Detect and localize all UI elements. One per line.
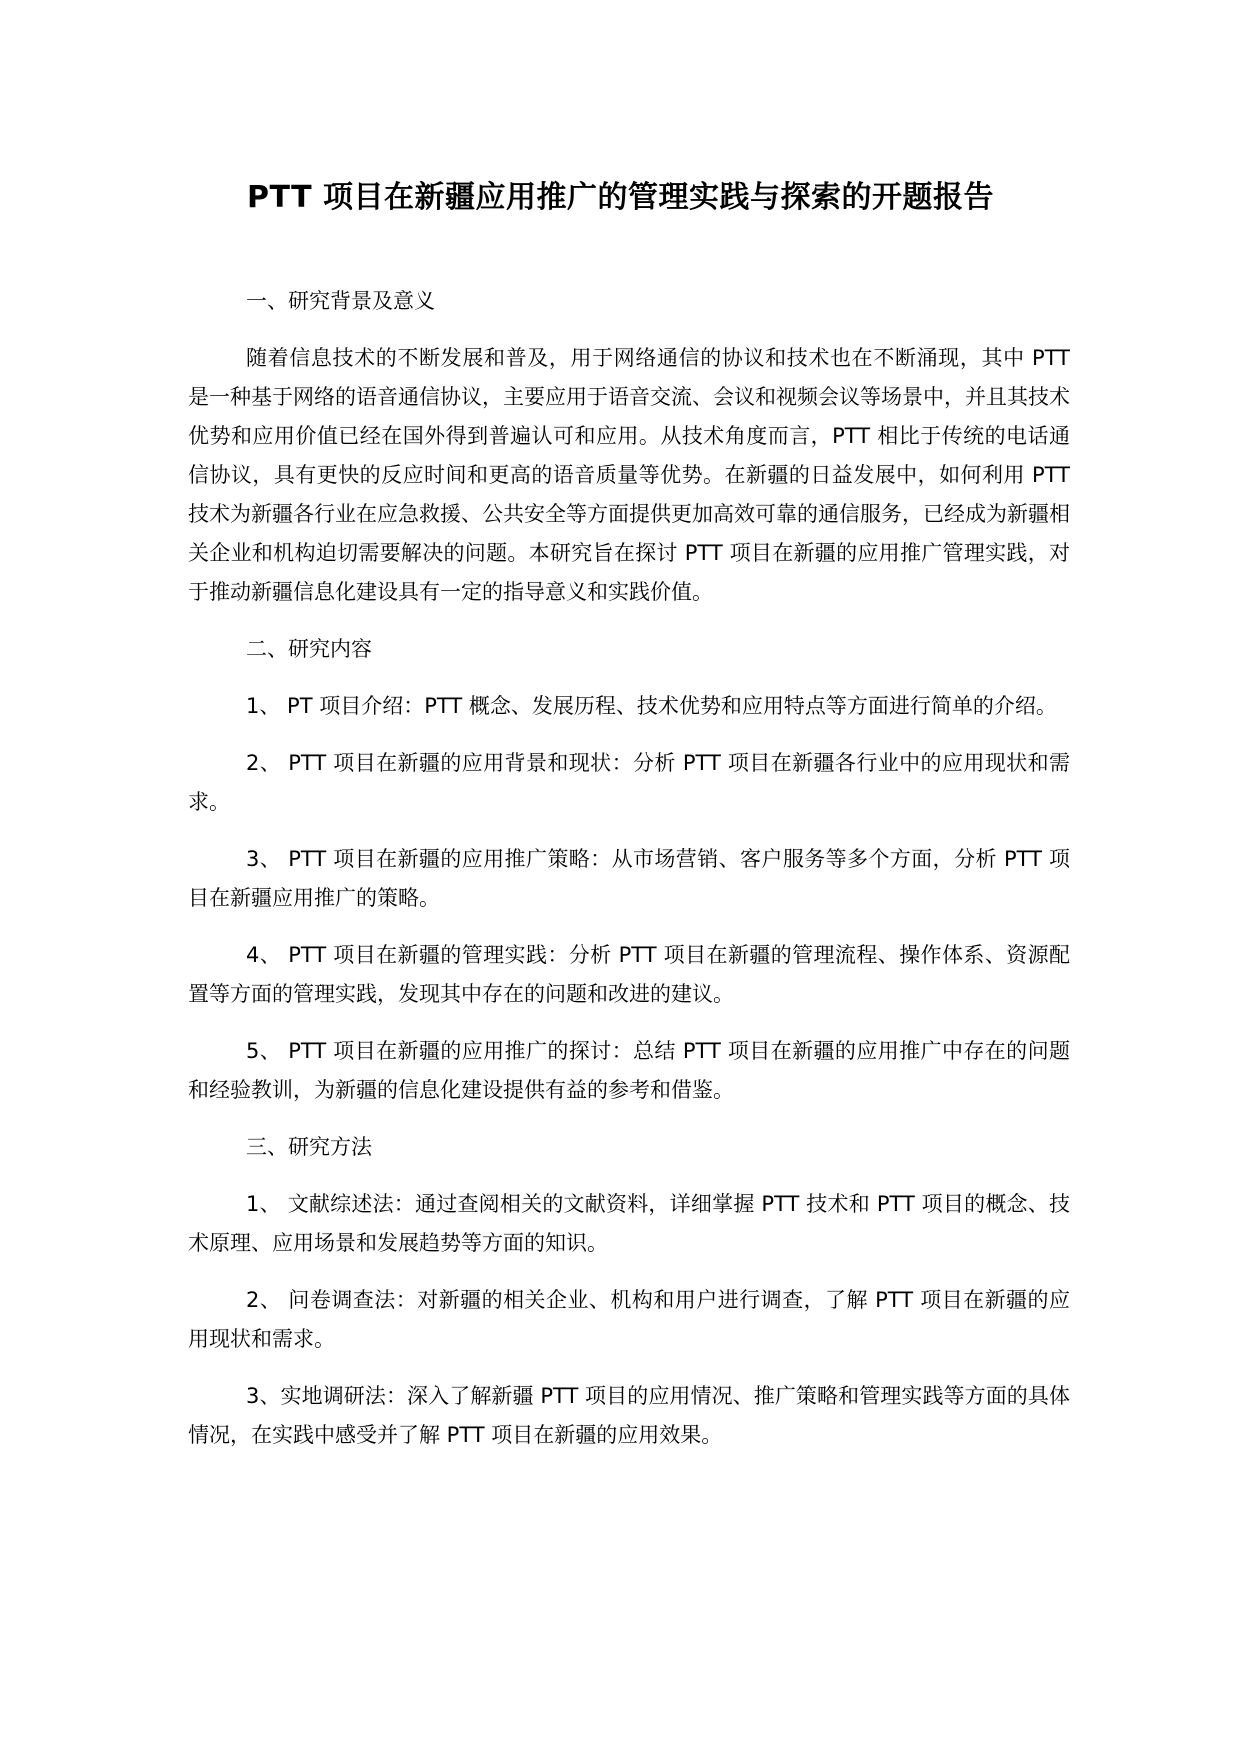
method-item-1: 1、 文献综述法：通过查阅相关的文献资料，详细掌握 PTT 技术和 PTT 项目的概念、技术原理、应用场景和发展趋势等方面的知识。 (188, 1192, 1070, 1255)
content-item-4: 4、 PTT 项目在新疆的管理实践：分析 PTT 项目在新疆的管理流程、操作体系、资源配置等方面的管理实践，发现其中存在的问题和改进的建议。 (188, 943, 1070, 1006)
method-item-2: 2、 问卷调查法：对新疆的相关企业、机构和用户进行调查，了解 PTT 项目在新疆的应用现状和需求。 (188, 1288, 1070, 1351)
section-heading-background: 一、研究背景及意义 (246, 289, 435, 313)
document-body (188, 282, 1070, 1473)
document-title: PTT 项目在新疆应用推广的管理实践与探索的开题报告 (246, 180, 995, 215)
section-heading-content: 二、研究内容 (246, 637, 372, 661)
content-item-5: 5、 PTT 项目在新疆的应用推广的探讨：总结 PTT 项目在新疆的应用推广中存在的问题和经验教训，为新疆的信息化建设提供有益的参考和借鉴。 (188, 1039, 1070, 1102)
content-item-3: 3、 PTT 项目在新疆的应用推广策略：从市场营销、客户服务等多个方面，分析 PTT 项目在新疆应用推广的策略。 (188, 847, 1070, 910)
content-item-1: 1、 PT 项目介绍：PTT 概念、发展历程、技术优势和应用特点等方面进行简单的介绍。 (246, 694, 1057, 718)
method-item-3: 3、实地调研法：深入了解新疆 PTT 项目的应用情况、推广策略和管理实践等方面的具体情况，在实践中感受并了解 PTT 项目在新疆的应用效果。 (188, 1384, 1070, 1447)
background-paragraph: 随着信息技术的不断发展和普及，用于网络通信的协议和技术也在不断涌现，其中 PTT 是一种基于网络的语音通信协议，主要应用于语音交流、会议和视频会议等场景中，并且其技术优势和应用价值已经在国外得到普遍认可和应用。从技术角度而言，PTT 相比于传统的电话通信协议，具有更快的反应时间和更高的语音质量等优势。在新疆的日益发展中，如何利用 PTT 技术为新疆各行业在应急救援、公共安全等方面提供更加高效可靠的通信服务，已经成为新疆相关企业和机构迫切需要解决的问题。本研究旨在探讨 PTT 项目在新疆的应用推广管理实践，对于推动新疆信息化建设具有一定的指导意义和实践价值。 (188, 346, 1070, 604)
section-heading-methods: 三、研究方法 (246, 1135, 372, 1159)
content-item-2: 2、 PTT 项目在新疆的应用背景和现状：分析 PTT 项目在新疆各行业中的应用现状和需求。 (188, 751, 1070, 814)
